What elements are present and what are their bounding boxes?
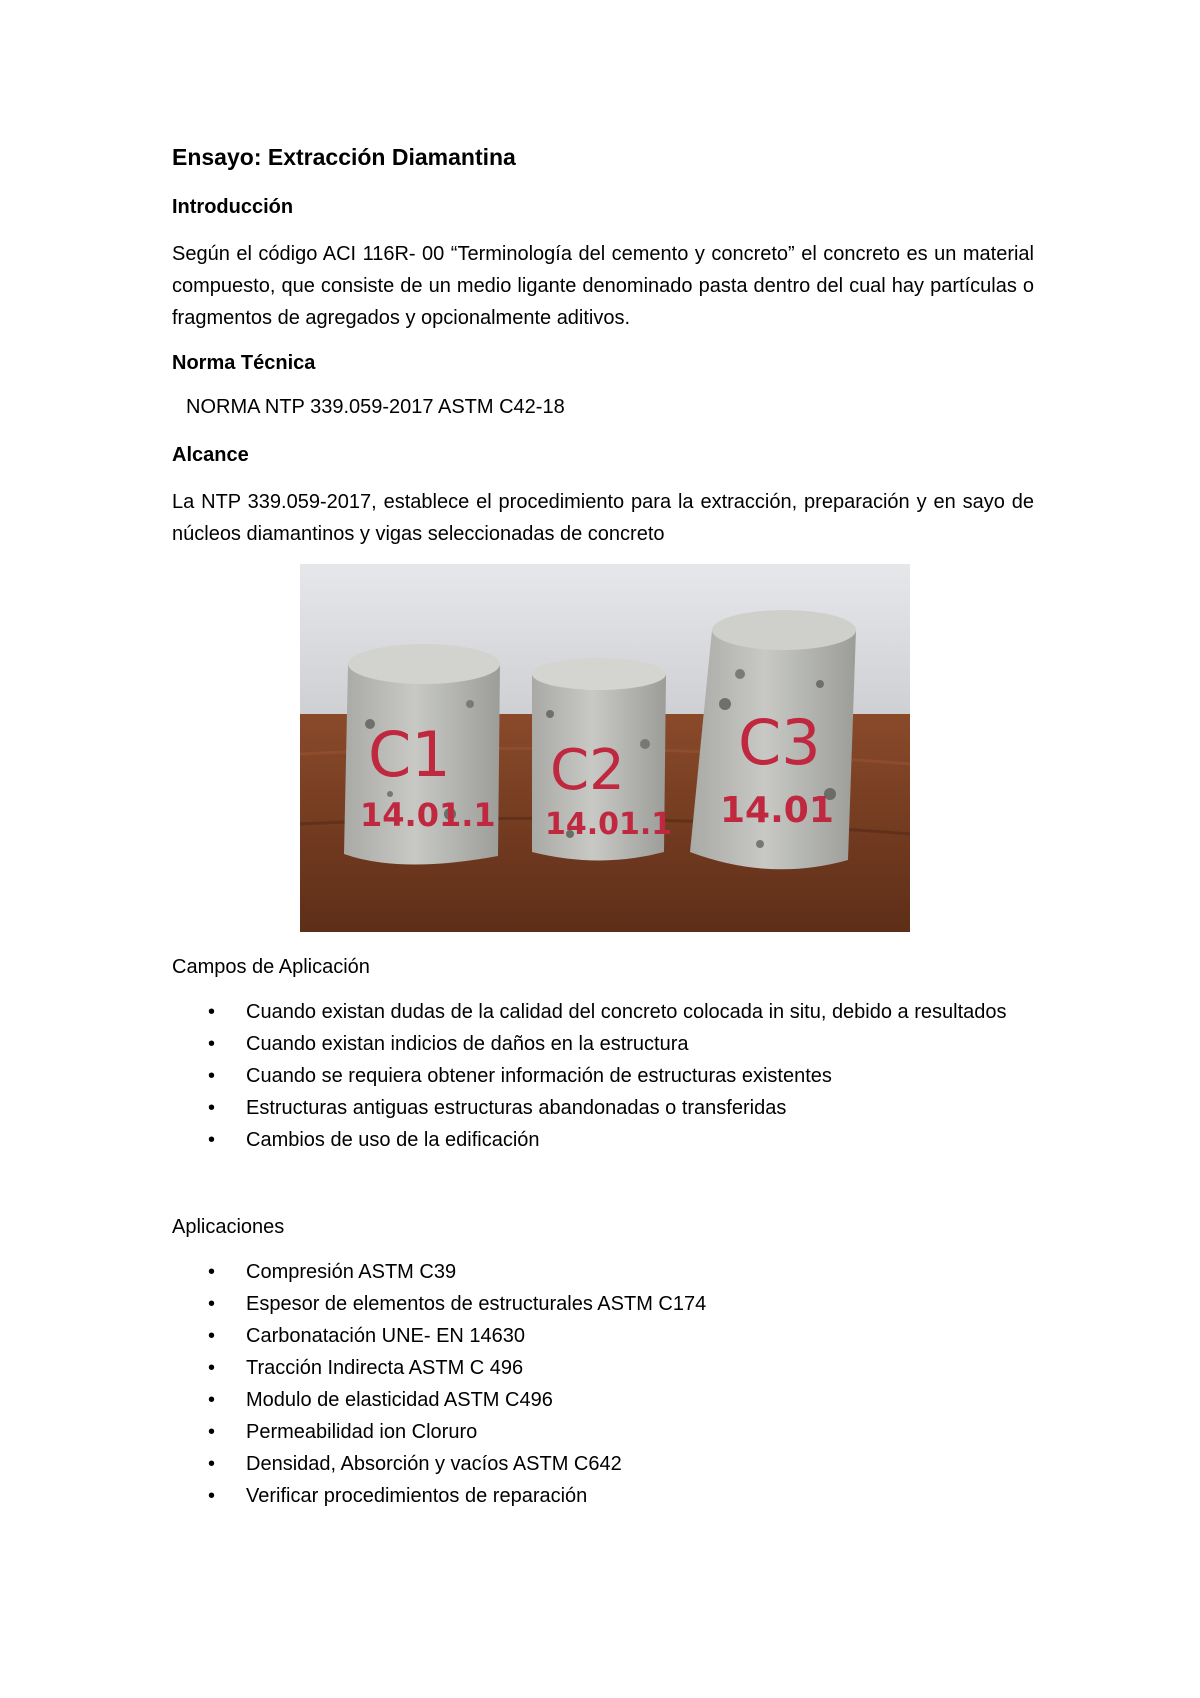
list-item: • Compresión ASTM C39	[246, 1256, 1034, 1288]
core-c1-label: C1	[368, 718, 451, 791]
core-c1	[344, 644, 500, 865]
core-c3	[690, 610, 856, 869]
list-item: • Modulo de elasticidad ASTM C496	[246, 1384, 1034, 1416]
core-c2-date: 14.01.1	[545, 807, 673, 842]
norma-text: NORMA NTP 339.059-2017 ASTM C42-18	[186, 396, 565, 418]
core-c2	[532, 658, 672, 861]
concrete-cores-illustration	[300, 564, 910, 932]
list-item: • Cuando existan dudas de la calidad del concreto colocada in situ, debido a resultados	[246, 996, 1034, 1028]
intro-heading: Introducción	[172, 196, 294, 218]
list-item: • Permeabilidad ion Cloruro	[246, 1416, 1034, 1448]
list-item: • Carbonatación UNE- EN 14630	[246, 1320, 1034, 1352]
document-title: Ensayo: Extracción Diamantina	[172, 144, 516, 170]
aplicaciones-heading: Aplicaciones	[172, 1216, 285, 1238]
alcance-paragraph: La NTP 339.059-2017, establece el procedimiento para la extracción, preparación y en sayo de núcleos diamantinos y vigas seleccionadas de concreto	[172, 491, 1034, 545]
core-c3-date: 14.01	[720, 790, 834, 831]
list-item: • Estructuras antiguas estructuras abandonadas o transferidas	[246, 1092, 1034, 1124]
core-c1-date: 14.01.1	[360, 796, 496, 834]
document-body	[172, 142, 1034, 1512]
campos-list	[172, 996, 1034, 1156]
concrete-cores-photo	[300, 564, 910, 932]
list-item: • Verificar procedimientos de reparación	[246, 1480, 1034, 1512]
list-item: • Cuando existan indicios de daños en la estructura	[246, 1028, 1034, 1060]
core-c2-label: C2	[550, 738, 625, 803]
list-item: • Cuando se requiera obtener información de estructuras existentes	[246, 1060, 1034, 1092]
alcance-heading: Alcance	[172, 444, 249, 466]
aplicaciones-list	[172, 1256, 1034, 1512]
intro-paragraph: Según el código ACI 116R- 00 “Terminología del cemento y concreto” el concreto es un material compuesto, que consiste de un medio ligante denominado pasta dentro del cual hay partículas o fragmentos de agregados y opcionalmente aditivos.	[172, 243, 1034, 329]
norma-heading: Norma Técnica	[172, 352, 316, 374]
list-item: • Cambios de uso de la edificación	[246, 1124, 1034, 1156]
list-item: • Densidad, Absorción y vacíos ASTM C642	[246, 1448, 1034, 1480]
core-c3-label: C3	[738, 706, 821, 779]
list-item: • Tracción Indirecta ASTM C 496	[246, 1352, 1034, 1384]
list-item: • Espesor de elementos de estructurales ASTM C174	[246, 1288, 1034, 1320]
campos-heading: Campos de Aplicación	[172, 956, 370, 978]
